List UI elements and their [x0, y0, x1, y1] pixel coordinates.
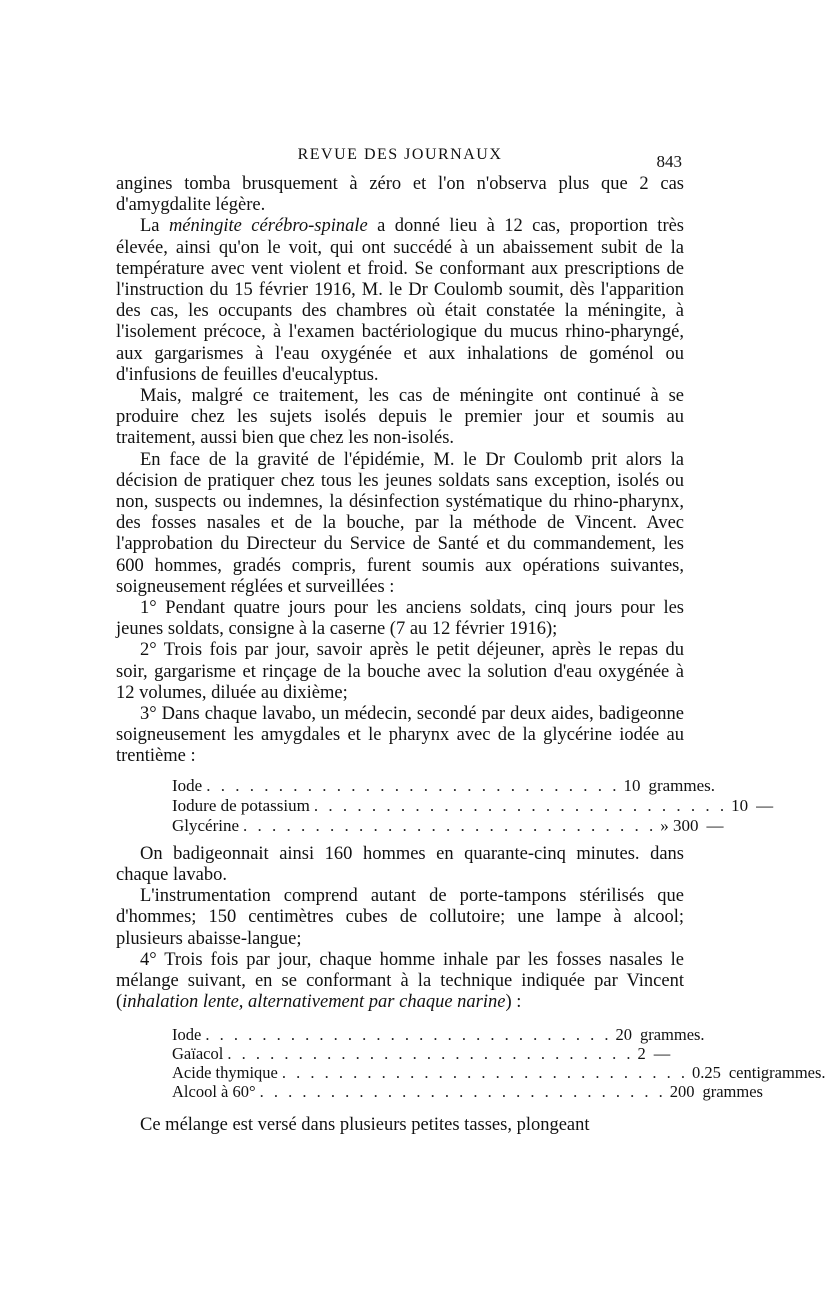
- formula-row: [172, 775, 716, 796]
- ingredient-quantity: » 300: [660, 815, 699, 835]
- paragraph-melange: Ce mélange est versé dans plusieurs petites tasses, plongeant: [140, 1115, 590, 1136]
- formula-row: [172, 795, 774, 816]
- formula-glycerine-iodee: [172, 775, 774, 836]
- ingredient-quantity: 10: [623, 775, 641, 795]
- leader-dots: . . . . . . . . . . . . . . . . . . . . . . . . . . . . .: [281, 1063, 688, 1083]
- formula-row: [172, 1082, 763, 1102]
- ingredient-quantity: 0.25: [691, 1063, 721, 1083]
- formula-row: [172, 1063, 826, 1083]
- ingredient-unit: grammes.: [648, 775, 716, 795]
- running-head: [116, 140, 684, 174]
- ingredient-unit: grammes: [702, 1082, 763, 1102]
- page-number: 843: [656, 152, 682, 171]
- leader-dots: . . . . . . . . . . . . . . . . . . . . . . . . . . . . .: [259, 1082, 666, 1102]
- meningite-lead: La: [140, 216, 169, 237]
- item4-end: ) :: [505, 992, 522, 1013]
- paragraph-traitement: Mais, malgré ce traitement, les cas de méningite ont continué à se produire chez les sujets isolés depuis le premier jour et soumis au traitement, aussi bien que chez les non-isolés.: [116, 386, 684, 449]
- ingredient-name: Glycérine: [172, 815, 240, 835]
- formula-row: [172, 1025, 705, 1045]
- ingredient-unit: —: [756, 795, 774, 815]
- leader-dots: . . . . . . . . . . . . . . . . . . . . . . . . . . . . .: [205, 1025, 612, 1045]
- formula-row: [172, 815, 724, 836]
- ingredient-name: Iode: [172, 775, 203, 795]
- ingredient-name: Iode: [172, 1025, 202, 1045]
- paragraph-instrumentation: L'instrumentation comprend autant de porte-tampons stérilisés que d'hommes; 150 centimètres cubes de collutoire; une lampe à alcool; plusieurs abaisse-langue;: [116, 886, 684, 949]
- leader-dots: . . . . . . . . . . . . . . . . . . . . . . . . . . . . .: [206, 775, 620, 795]
- list-item-3: 3° Dans chaque lavabo, un médecin, secondé par deux aides, badigeonne soigneusement les amygdales et le pharynx avec de la glycérine iodée au trentième :: [116, 704, 684, 767]
- ingredient-quantity: 200: [669, 1082, 695, 1102]
- meningite-rest: a donné lieu à 12 cas, proportion très élevée, ainsi qu'on le voit, qui ont succédé à un abaissement subit de la température avec vent violent et froid. Se conformant aux prescriptions de l'instruction du 15 février 1916, M. le Dr Coulomb soumit, dès l'apparition des cas, les occupants des chambres où était constatée la méningite, à l'isolement précoce, à l'examen bactériologique du mucus rhino-pharyngé, aux gargarismes à l'eau oxygénée et aux inhalations de goménol ou d'infusions de feuilles d'eucalyptus.: [116, 216, 685, 385]
- formula-inhalation: [172, 1025, 826, 1102]
- meningite-term: méningite cérébro-spinale: [168, 216, 368, 237]
- ingredient-name: Iodure de potassium: [172, 795, 310, 815]
- ingredient-quantity: 10: [731, 795, 749, 815]
- ingredient-name: Gaïacol: [172, 1044, 224, 1064]
- paragraph-badigeonnage: On badigeonnait ainsi 160 hommes en quarante-cinq minutes. dans chaque lavabo.: [116, 843, 684, 885]
- body-text: [116, 174, 826, 1137]
- item4-lead: 4° Trois fois par jour, chaque homme inhale par les fosses nasales le mélange suivant, en se conformant à la technique indiquée par Vincent (: [116, 949, 684, 1013]
- list-item-4: [116, 950, 684, 1014]
- formula-row: [172, 1044, 671, 1064]
- leader-dots: . . . . . . . . . . . . . . . . . . . . . . . . . . . . .: [243, 815, 657, 835]
- paragraph-meningite: [116, 216, 684, 386]
- paragraph-angines: angines tomba brusquement à zéro et l'on n'observa plus que 2 cas d'amygdalite légère.: [116, 174, 684, 216]
- ingredient-unit: centigrammes.: [728, 1063, 826, 1083]
- document-page: [116, 140, 826, 1137]
- running-title: REVUE DES JOURNAUX: [297, 146, 503, 163]
- ingredient-unit: grammes.: [639, 1025, 705, 1045]
- ingredient-quantity: 2: [637, 1044, 646, 1064]
- ingredient-name: Alcool à 60°: [172, 1082, 256, 1102]
- item4-italic: inhalation lente, alternativement par chaque narine: [122, 992, 506, 1013]
- ingredient-name: Acide thymique: [172, 1063, 278, 1083]
- ingredient-unit: —: [706, 815, 724, 835]
- ingredient-unit: —: [653, 1044, 671, 1064]
- leader-dots: . . . . . . . . . . . . . . . . . . . . . . . . . . . . .: [313, 795, 728, 815]
- leader-dots: . . . . . . . . . . . . . . . . . . . . . . . . . . . . .: [227, 1044, 634, 1064]
- ingredient-quantity: 20: [615, 1025, 632, 1045]
- paragraph-decision: En face de la gravité de l'épidémie, M. le Dr Coulomb prit alors la décision de pratiquer chez tous les jeunes soldats sans exception, isolés ou non, suspects ou indemnes, la désinfection systématique du rhino-pharynx, des fosses nasales et de la bouche, par la méthode de Vincent. Avec l'approbation du Directeur du Service de Santé et du commandement, les 600 hommes, gradés compris, furent soumis aux opérations suivantes, soigneusement réglées et surveillées :: [116, 449, 684, 597]
- list-item-1: 1° Pendant quatre jours pour les anciens soldats, cinq jours pour les jeunes soldats, consigne à la caserne (7 au 12 février 1916);: [116, 598, 684, 640]
- list-item-2: 2° Trois fois par jour, savoir après le petit déjeuner, après le repas du soir, gargarisme et rinçage de la bouche avec la solution d'eau oxygénée à 12 volumes, diluée au dixième;: [116, 640, 684, 703]
